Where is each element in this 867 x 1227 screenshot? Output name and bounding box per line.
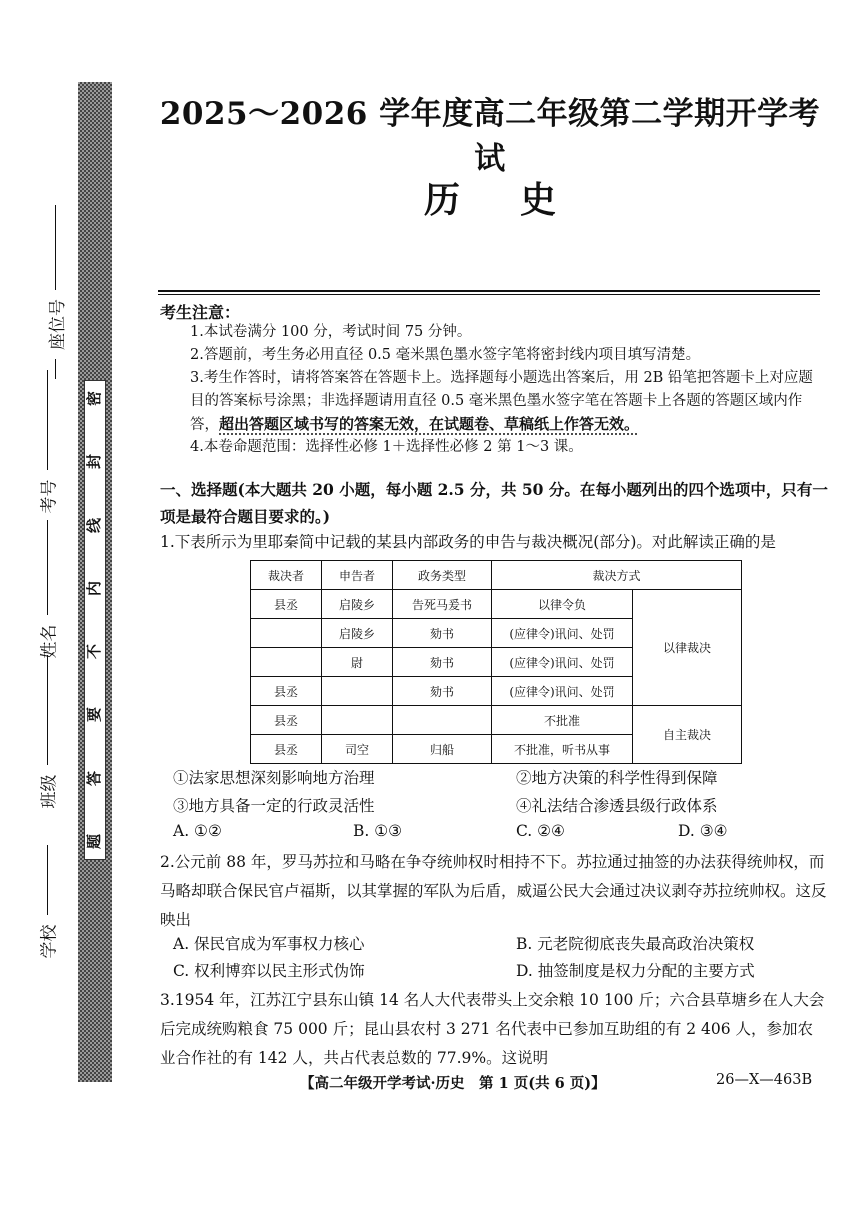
table-header: 政务类型 — [393, 561, 492, 590]
q2-option-a[interactable]: A. 保民官成为军事权力核心 — [173, 935, 365, 953]
q1-option-a[interactable]: A. ①② — [173, 822, 222, 840]
q1-option-d[interactable]: D. ③④ — [678, 822, 728, 840]
class-label: 班级 — [39, 774, 60, 809]
section-heading: 一、选择题(本大题共 20 小题，每小题 2.5 分，共 50 分。在每小题列出的四个选项中，只有一项是最符合题目要求的。) — [160, 480, 828, 526]
notice-highlight: 超出答题区域书写的答案无效，在试题卷、草稿纸上作答无效。 — [219, 415, 640, 433]
notice-item — [190, 367, 826, 437]
table-cell: 归船 — [393, 735, 492, 764]
table-group-label: 以律裁决 — [633, 590, 742, 706]
table-cell: 司空 — [322, 735, 393, 764]
seal-char: 内 — [85, 580, 104, 596]
notice-item: 4.本卷命题范围：选择性必修 1＋选择性必修 2 第 1～3 课。 — [190, 439, 583, 455]
q2-option-b[interactable]: B. 元老院彻底丧失最高政治决策权 — [516, 935, 755, 953]
q1-statement: ③地方具备一定的行政灵活性 — [173, 797, 375, 815]
table-cell: 劾书 — [393, 619, 492, 648]
seat-number-label: 座位号 — [48, 299, 68, 350]
question-2-stem: 2.公元前 88 年，罗马苏拉和马略在争夺统帅权时相持不下。苏拉通过抽签的办法获得统帅权，而马略却联合保民官卢福斯，以其掌握的军队为后盾，威逼公民大会通过决议剥夺苏拉统帅权。这反映出 — [160, 853, 827, 929]
table-cell: 告死马爰书 — [393, 590, 492, 619]
question-1-stem: 1.下表所示为里耶秦简中记载的某县内部政务的申告与裁决概况(部分)。对此解读正确的是 — [160, 533, 776, 551]
question-3-stem: 3.1954 年，江苏江宁县东山镇 14 名人大代表带头上交余粮 10 100 斤；六合县草塘乡在人大会后完成统购粮食 75 000 斤；昆山县农村 3 271 名代表中已参加互助组的有 2 406 人，参加农业合作社的有 142 人，共占代表总数的 77.9%。这说明 — [160, 991, 825, 1067]
table-cell — [393, 706, 492, 735]
divider — [158, 294, 820, 295]
school-field[interactable] — [30, 845, 64, 968]
seat-number-field[interactable] — [30, 205, 81, 379]
seal-char: 题 — [85, 833, 104, 849]
table-cell: 不批准，听书从事 — [492, 735, 633, 764]
seal-char: 密 — [85, 390, 104, 407]
q1-statement: ②地方决策的科学性得到保障 — [516, 769, 718, 787]
table-group-label: 自主裁决 — [633, 706, 742, 764]
page-footer: 【高二年级开学考试·历史 第 1 页(共 6 页)】 — [300, 1075, 606, 1092]
table-cell: 劾书 — [393, 648, 492, 677]
q1-table — [250, 560, 742, 764]
table-cell — [251, 648, 322, 677]
subject-title: 历史 — [423, 179, 616, 221]
table-cell: 县丞 — [251, 706, 322, 735]
seal-line-box — [84, 380, 106, 860]
seal-char: 线 — [85, 517, 104, 533]
divider — [158, 290, 820, 292]
exam-title: 2025～2026 学年度高二年级第二学期开学考试 — [159, 96, 821, 177]
table-header: 裁决者 — [251, 561, 322, 590]
name-field[interactable] — [30, 520, 64, 668]
table-header: 申告者 — [322, 561, 393, 590]
paper-code: 26—X—463B — [716, 1072, 813, 1088]
q1-statement: ④礼法结合渗透县级行政体系 — [516, 797, 718, 815]
table-cell: (应律令)讯问、处罚 — [492, 677, 633, 706]
q1-statement: ①法家思想深刻影响地方治理 — [173, 769, 375, 787]
table-cell: 县丞 — [251, 735, 322, 764]
seal-char: 答 — [85, 770, 104, 786]
table-cell — [322, 677, 393, 706]
table-cell: 劾书 — [393, 677, 492, 706]
table-cell: 县丞 — [251, 677, 322, 706]
exam-number-label: 考号 — [39, 479, 60, 514]
name-label: 姓名 — [39, 624, 60, 659]
table-cell: 以律令负 — [492, 590, 633, 619]
notice-item: 2.答题前，考生务必用直径 0.5 毫米黑色墨水签字笔将密封线内项目填写清楚。 — [190, 347, 701, 363]
table-header: 裁决方式 — [492, 561, 742, 590]
q2-option-d[interactable]: D. 抽签制度是权力分配的主要方式 — [516, 962, 755, 980]
table-cell: (应律令)讯问、处罚 — [492, 619, 633, 648]
table-cell: 不批准 — [492, 706, 633, 735]
notice-item-text: 3.考生作答时，请将答案答在答题卡上。选择题每小题选出答案后，用 2B 铅笔把答题卡上对应题目的答案标号涂黑；非选择题请用直径 0.5 毫米黑色墨水签字笔在答题卡上各题的答题区域内作答， — [190, 370, 813, 433]
seal-char: 要 — [85, 707, 104, 723]
q2-option-c[interactable]: C. 权利博弈以民主形式伪饰 — [173, 962, 365, 980]
q1-option-b[interactable]: B. ①③ — [353, 822, 403, 840]
table-cell: 启陵乡 — [322, 590, 393, 619]
class-field[interactable] — [30, 655, 64, 818]
table-cell — [251, 619, 322, 648]
table-cell: (应律令)讯问、处罚 — [492, 648, 633, 677]
table-cell: 县丞 — [251, 590, 322, 619]
table-cell: 启陵乡 — [322, 619, 393, 648]
seal-char: 封 — [85, 454, 104, 470]
table-cell — [322, 706, 393, 735]
school-label: 学校 — [39, 924, 60, 959]
seal-char: 不 — [85, 644, 104, 660]
notice-title: 考生注意： — [160, 303, 241, 322]
notice-item: 1.本试卷满分 100 分，考试时间 75 分钟。 — [190, 324, 472, 340]
table-cell: 尉 — [322, 648, 393, 677]
exam-number-field[interactable] — [30, 370, 64, 523]
q1-option-c[interactable]: C. ②④ — [516, 822, 565, 840]
